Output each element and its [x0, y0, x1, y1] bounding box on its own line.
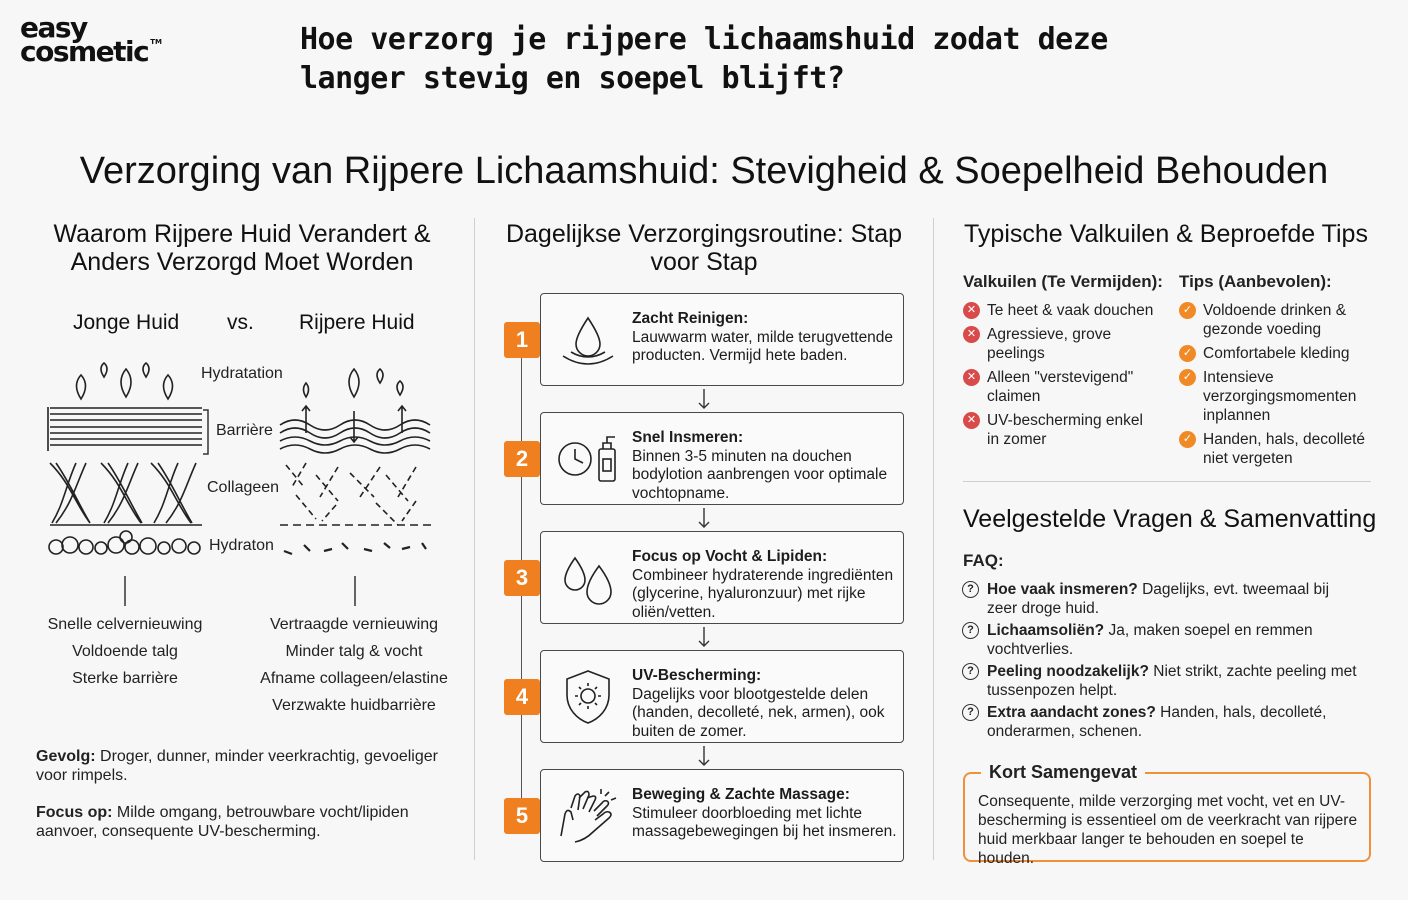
pitfall-item: ✕ Te heet & vaak douchen: [963, 301, 1173, 320]
drops-icon: [553, 548, 623, 608]
step-text: [632, 667, 900, 741]
logo-line-2: cosmetic ™: [20, 34, 162, 68]
tip-item: ✓ Voldoende drinken & gezonde voeding: [1179, 301, 1371, 339]
step-title: Snel Insmeren:: [632, 429, 744, 446]
mature-feature: Vertraagde vernieuwing: [269, 616, 439, 633]
middle-column-title: Dagelijkse Verzorgingsroutine: Stap voor Stap: [505, 220, 903, 276]
step-description: Dagelijks voor blootgestelde delen (handen, decolleté, nek, armen), ook buiten de zomer.: [632, 685, 885, 740]
step-card: [540, 650, 904, 743]
young-connector: [124, 576, 126, 606]
young-feature: Voldoende talg: [72, 643, 178, 660]
step-text: [632, 548, 900, 622]
logo-line-1: easy: [20, 11, 87, 44]
x-icon: ✕: [963, 412, 980, 429]
step-text: [632, 310, 900, 366]
layer-label-hydraton: Hydraton: [209, 537, 274, 554]
consequence-text: Gevolg: Droger, dunner, minder veerkrachtig, gevoeliger voor rimpels.: [36, 748, 438, 784]
question-icon: ?: [962, 704, 979, 721]
young-feature: Sterke barrière: [72, 670, 178, 687]
water-drop-icon: [553, 310, 623, 370]
faq-section-title: Veelgestelde Vragen & Samenvatting: [963, 505, 1377, 533]
brand-logo: [20, 11, 190, 68]
faq-item: ? Extra aandacht zones? Handen, hals, decolleté, onderarmen, schenen.: [962, 703, 1362, 741]
step-title: Beweging & Zachte Massage:: [632, 786, 850, 803]
faq-item: ? Peeling noodzakelijk? Niet strikt, zachte peeling met tussenpozen helpt.: [962, 662, 1362, 700]
left-column-title: Waarom Rijpere Huid Verandert & Anders Verzorgd Moet Worden: [53, 220, 431, 276]
main-title: Verzorging van Rijpere Lichaamshuid: Stevigheid & Soepelheid Behouden: [79, 150, 1329, 192]
faq-item: ? Lichaamsoliën? Ja, maken soepel en remmen vochtverlies.: [962, 621, 1362, 659]
mature-skin-label: Rijpere Huid: [299, 311, 415, 334]
layer-label-collageen: Collageen: [207, 479, 280, 496]
step-description: Stimuleer doorbloeding met lichte massagebewegingen bij het insmeren.: [632, 804, 897, 840]
mature-skin-illustration: [276, 355, 436, 565]
check-icon: ✓: [1179, 369, 1196, 386]
step-number: 3: [504, 560, 540, 596]
page-question: Hoe verzorg je rijpere lichaamshuid zodat deze langer stevig en soepel blijft?: [300, 22, 1108, 96]
column-divider: [933, 218, 934, 860]
layer-label-hydratation: Hydratation: [201, 365, 283, 382]
mature-feature: Verzwakte huidbarrière: [272, 697, 436, 714]
x-icon: ✕: [963, 302, 980, 319]
step-card: [540, 769, 904, 862]
summary-title: Kort Samengevat: [981, 762, 1145, 783]
step-description: Combineer hydraterende ingrediënten (glycerine, hyaluronzuur) met rijke oliën/vetten.: [632, 566, 894, 621]
step-description: Lauwwarm water, milde terugvettende producten. Vermijd hete baden.: [632, 328, 894, 364]
mature-features: [250, 611, 458, 719]
faq-item: ? Hoe vaak insmeren? Dagelijks, evt. tweemaal bij zeer droge huid.: [962, 580, 1362, 618]
tip-item: ✓ Handen, hals, decolleté niet vergeten: [1179, 430, 1371, 468]
check-icon: ✓: [1179, 431, 1196, 448]
x-icon: ✕: [963, 369, 980, 386]
step-card: [540, 412, 904, 505]
barrier-bracket: [203, 409, 211, 455]
layer-label-barriere: Barrière: [216, 422, 273, 439]
step-text: [632, 429, 900, 503]
step-number: 1: [504, 322, 540, 358]
step-arrow: [697, 626, 711, 648]
summary-box: [963, 762, 1371, 867]
step-card: [540, 531, 904, 624]
tip-item: ✓ Comfortabele kleding: [1179, 344, 1371, 363]
step-arrow: [697, 745, 711, 767]
question-icon: ?: [962, 581, 979, 598]
step-description: Binnen 3-5 minuten na douchen bodylotion aanbrengen voor optimale vochtopname.: [632, 447, 888, 502]
pitfall-item: ✕ UV-bescherming enkel in zomer: [963, 411, 1173, 449]
step-arrow: [697, 507, 711, 529]
x-icon: ✕: [963, 326, 980, 343]
hands-massage-icon: [553, 786, 623, 846]
step-card: [540, 293, 904, 386]
mature-feature: Minder talg & vocht: [285, 643, 423, 660]
mature-connector: [354, 576, 356, 606]
young-skin-illustration: [46, 355, 206, 565]
mature-feature: Afname collageen/elastine: [260, 670, 448, 687]
faq-list: [962, 580, 1362, 744]
step-number: 5: [504, 798, 540, 834]
faq-label: FAQ:: [963, 551, 1004, 570]
question-icon: ?: [962, 663, 979, 680]
step-number: 2: [504, 441, 540, 477]
column-divider: [474, 218, 475, 860]
young-feature: Snelle celvernieuwing: [47, 616, 203, 633]
young-features: [30, 611, 220, 692]
vs-label: vs.: [227, 311, 254, 334]
tips-heading: Tips (Aanbevolen):: [1179, 272, 1332, 291]
tips-list: [1179, 301, 1371, 473]
tip-item: ✓ Intensieve verzorgingsmomenten inplannen: [1179, 368, 1371, 425]
focus-text: Focus op: Milde omgang, betrouwbare vocht/lipiden aanvoer, consequente UV-bescherming.: [36, 804, 409, 840]
step-title: Focus op Vocht & Lipiden:: [632, 548, 828, 565]
check-icon: ✓: [1179, 345, 1196, 362]
summary-text: Consequente, milde verzorging met vocht, vet en UV-bescherming is essentieel om de veerkracht van rijpere huid merkbaar langer te behouden en soepel te houden.: [978, 793, 1358, 867]
pitfall-item: ✕ Alleen "verstevigend" claimen: [963, 368, 1173, 406]
pitfall-item: ✕ Agressieve, grove peelings: [963, 325, 1173, 363]
step-title: Zacht Reinigen:: [632, 310, 749, 327]
step-number: 4: [504, 679, 540, 715]
young-skin-label: Jonge Huid: [73, 311, 180, 334]
sun-shield-icon: [553, 667, 623, 727]
step-arrow: [697, 388, 711, 410]
clock-lotion-icon: [553, 429, 623, 489]
pitfalls-list: [963, 301, 1173, 454]
step-title: UV-Bescherming:: [632, 667, 762, 684]
pitfalls-heading: Valkuilen (Te Vermijden):: [963, 272, 1163, 291]
step-text: [632, 786, 900, 842]
right-column-title: Typische Valkuilen & Beproefde Tips: [964, 220, 1368, 248]
trademark: TM: [150, 37, 162, 46]
check-icon: ✓: [1179, 302, 1196, 319]
section-divider: [963, 481, 1371, 482]
question-icon: ?: [962, 622, 979, 639]
